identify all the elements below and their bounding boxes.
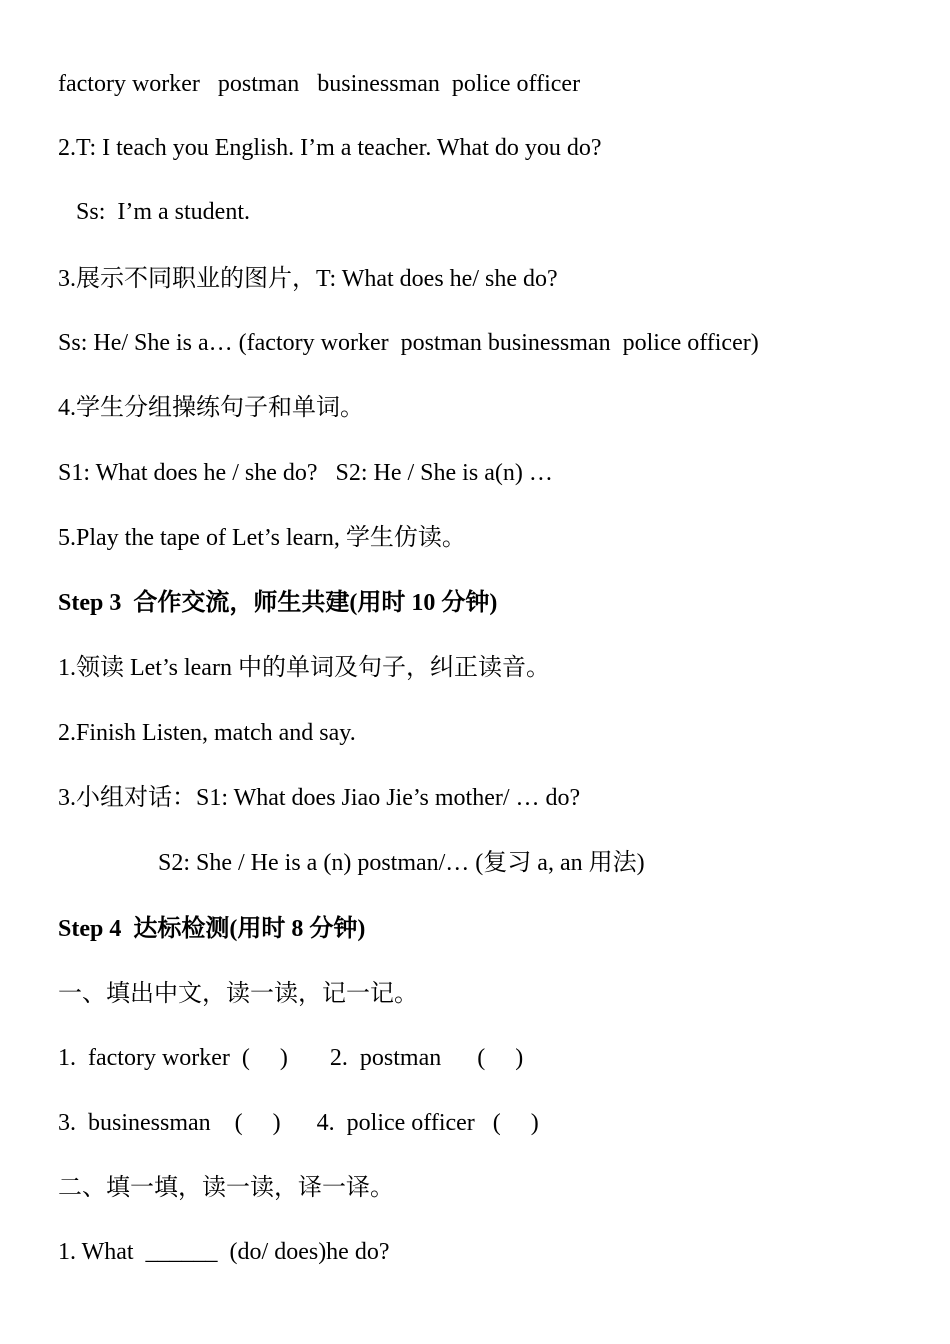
exercise-2-heading: 二、填一填，读一读，译一译。	[58, 1175, 394, 1201]
step-3-item-3-reply-line: S2: She / He is a (n) postman/… (复习 a, an 用法)	[158, 850, 645, 876]
step-3-heading: Step 3 合作交流，师生共建(用时 10 分钟)	[58, 590, 498, 616]
step-3-item-1-line: 1.领读 Let’s learn 中的单词及句子，纠正读音。	[58, 655, 550, 681]
exercise-1-row-1: 1. factory worker ( ) 2. postman ( )	[58, 1045, 524, 1071]
students-answer-line: Ss: I’m a student.	[58, 199, 250, 225]
vocabulary-list-line: factory worker postman businessman police officer	[58, 71, 581, 97]
exercise-2-item-1: 1. What ______ (do/ does)he do?	[58, 1239, 390, 1265]
step-item-5-line: 5.Play the tape of Let’s learn, 学生仿读。	[58, 525, 466, 551]
dialogue-practice-line: S1: What does he / she do? S2: He / She is a(n) …	[58, 460, 553, 486]
students-response-line: Ss: He/ She is a… (factory worker postman businessman police officer)	[58, 330, 759, 356]
step-3-item-2-line: 2.Finish Listen, match and say.	[58, 720, 356, 746]
step-item-3-line: 3.展示不同职业的图片，T: What does he/ she do?	[58, 266, 558, 292]
teacher-question-line: 2.T: I teach you English. I’m a teacher. What do you do?	[58, 135, 602, 161]
step-3-item-3-line: 3.小组对话：S1: What does Jiao Jie’s mother/ … do?	[58, 785, 581, 811]
exercise-1-row-2: 3. businessman ( ) 4. police officer ( )	[58, 1110, 539, 1136]
exercise-1-heading: 一、填出中文，读一读，记一记。	[58, 981, 418, 1007]
step-4-heading: Step 4 达标检测(用时 8 分钟)	[58, 916, 366, 942]
step-item-4-line: 4.学生分组操练句子和单词。	[58, 395, 364, 421]
